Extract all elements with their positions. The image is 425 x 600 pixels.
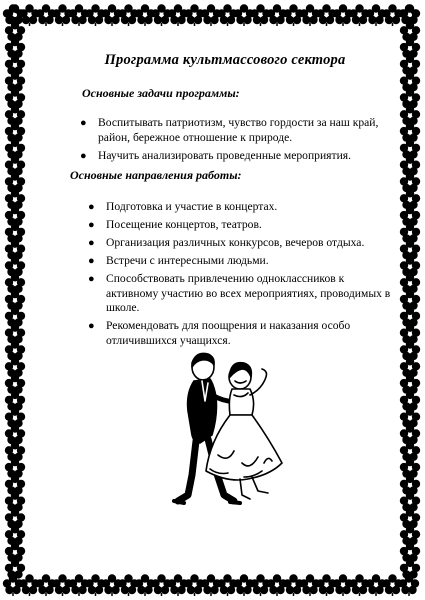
bullet-dot-icon: ● (88, 219, 95, 231)
tasks-heading: Основные задачи программы: (82, 86, 240, 100)
bottom-border-ornament (0, 572, 425, 598)
bullet-dot-icon: ● (88, 201, 95, 213)
list-item: ● Подготовка и участие в концертах. (88, 200, 278, 213)
flower-ornament-icon (5, 559, 25, 581)
top-border-ornament (0, 2, 425, 28)
directions-heading: Основные направления работы: (70, 168, 242, 182)
bullet-dot-icon: ● (88, 273, 95, 285)
dancing-couple-illustration (158, 345, 288, 510)
bullet-dot-icon: ● (88, 320, 95, 332)
list-item: ● Научить анализировать проведенные мероприятия. (80, 148, 352, 162)
page-title: Программа культмассового сектора (104, 52, 346, 68)
bullet-dot-icon: ● (80, 117, 87, 129)
right-border-ornament (397, 2, 423, 598)
list-item: ● Встречи с интересными людьми. (88, 254, 269, 267)
directions-list (84, 200, 398, 352)
list-item: ● Посещение концертов, театров. (88, 218, 262, 231)
list-item: ● Рекомендовать для поощрения и наказания особо отличившихся учащихся. (88, 319, 351, 347)
bullet-dot-icon: ● (88, 255, 95, 267)
list-item: ● Воспитывать патриотизм, чувство гордости за наш край, район, бережное отношение к природе. (80, 116, 379, 144)
left-border-ornament (2, 2, 28, 598)
list-item: ● Способствовать привлечению одноклассников к активному участию во всех мероприятиях, проводимых в школе. (88, 272, 391, 314)
list-item: ● Организация различных конкурсов, вечеров отдыха. (88, 236, 365, 249)
flower-ornament-icon (400, 559, 420, 581)
bullet-dot-icon: ● (80, 149, 87, 162)
bullet-dot-icon: ● (88, 237, 95, 249)
tasks-list (76, 116, 394, 167)
